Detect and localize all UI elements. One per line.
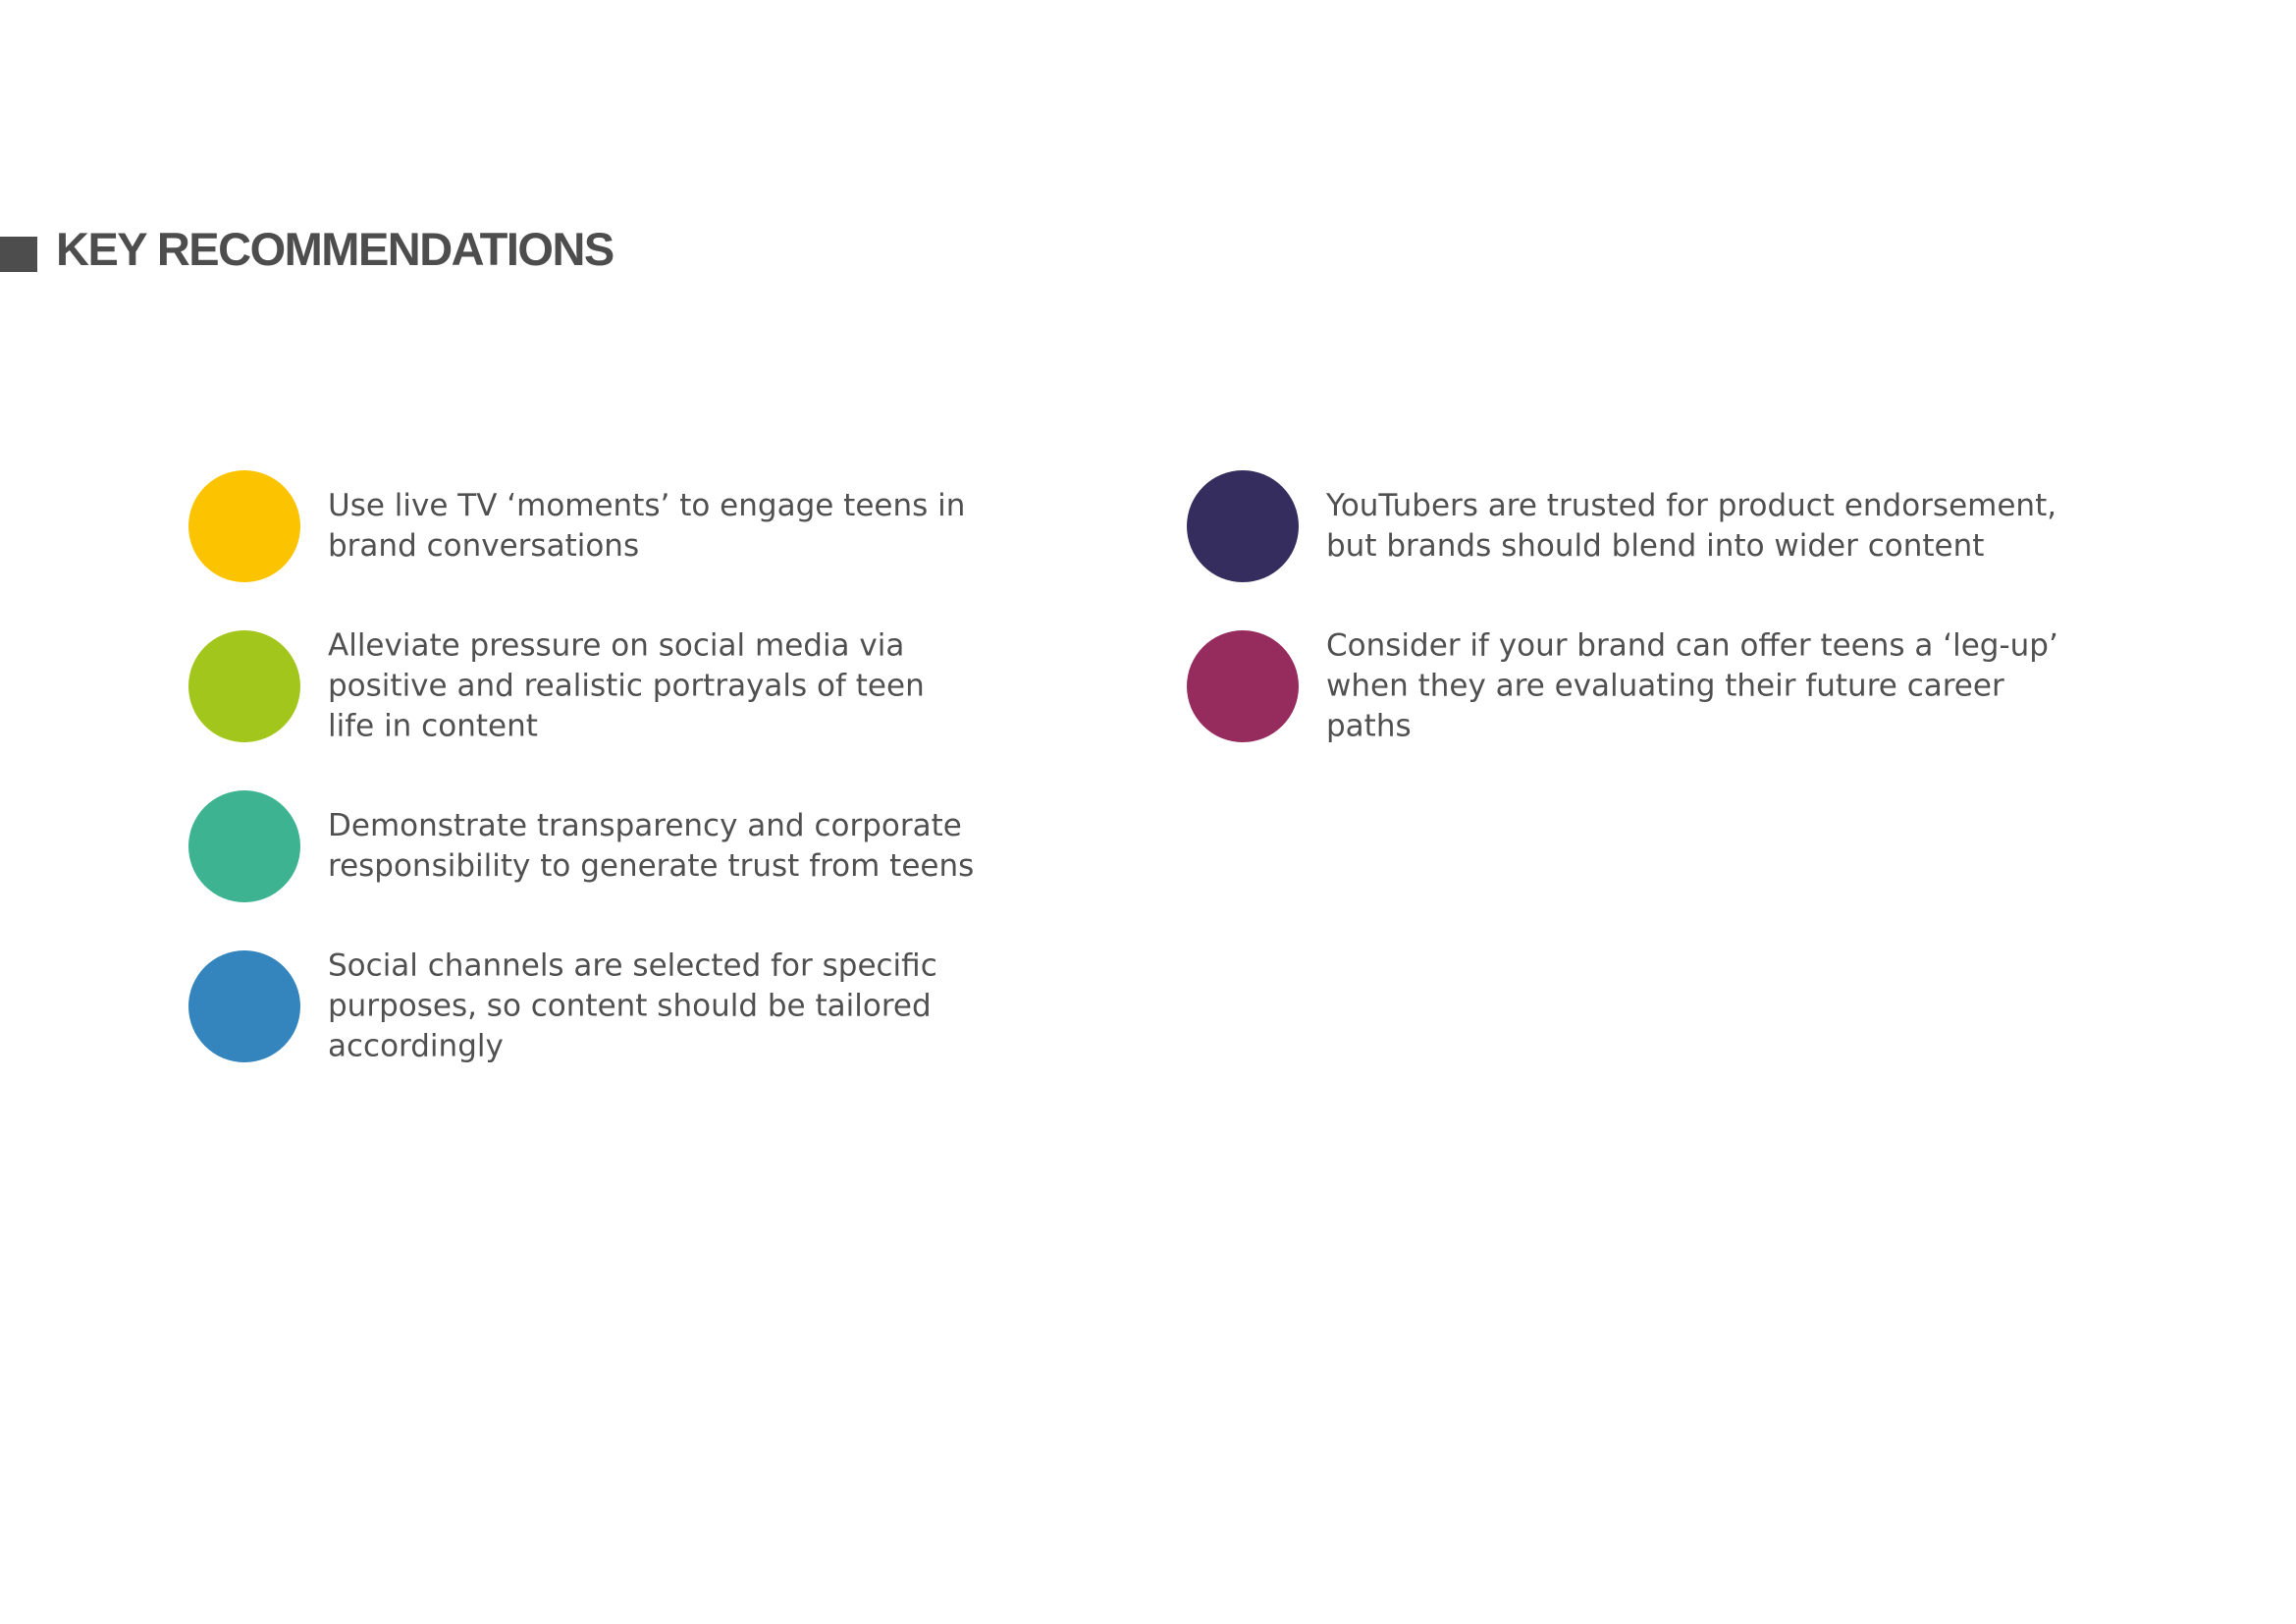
teal-circle-icon [188, 790, 300, 902]
green-circle-icon [188, 630, 300, 742]
plum-circle-icon [1187, 630, 1299, 742]
blue-circle-icon [188, 950, 300, 1062]
recommendation-text: Use live TV ‘moments’ to engage teens in brand conversations [328, 488, 966, 564]
recommendation-text: Consider if your brand can offer teens a ‘leg-up’ when they are evaluating their future career paths [1326, 627, 2058, 744]
recommendation-text: Social channels are selected for specific purposes, so content should be tailored accordingly [328, 947, 937, 1064]
recommendation-text: YouTubers are trusted for product endorsement, but brands should blend into wider content [1326, 488, 2057, 564]
page-title: KEY RECOMMENDATIONS [56, 223, 614, 275]
title-marker [0, 237, 37, 272]
recommendation-text: Demonstrate transparency and corporate responsibility to generate trust from teens [328, 808, 975, 884]
yellow-circle-icon [188, 470, 300, 582]
navy-circle-icon [1187, 470, 1299, 582]
recommendation-text: Alleviate pressure on social media via positive and realistic portrayals of teen life in content [328, 627, 925, 744]
